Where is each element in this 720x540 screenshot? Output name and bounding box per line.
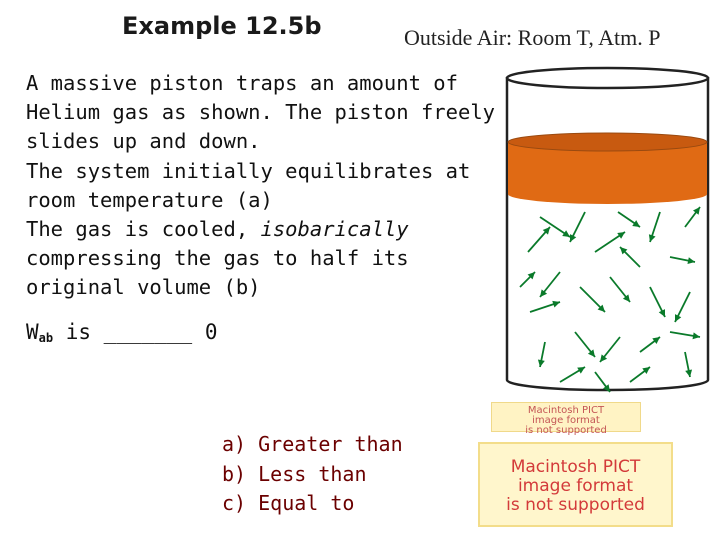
arrow-head	[649, 234, 656, 242]
statement-line: slides up and down.	[26, 129, 261, 154]
pict-line: Macintosh PICT	[527, 405, 605, 416]
arrow-head	[693, 332, 700, 339]
pict-line: image format	[532, 415, 600, 426]
slide-title: Example 12.5b	[122, 12, 322, 40]
work-question	[26, 320, 217, 345]
statement-line: compressing the gas to half its	[26, 246, 409, 271]
statement-line: The system initially equilibrates at	[26, 158, 471, 183]
problem-statement	[26, 69, 496, 303]
pict-line: is not supported	[525, 425, 607, 436]
arrow-head	[538, 359, 545, 367]
arrow-head	[685, 369, 692, 377]
pict-line: image format	[517, 476, 634, 496]
statement-line: Helium gas as shown. The piston freely	[26, 100, 495, 125]
choice-b[interactable]: b) Less than	[222, 461, 367, 486]
arrow-head	[552, 301, 560, 308]
gas-cylinder-icon	[500, 62, 715, 402]
answer-choices	[222, 430, 403, 519]
cylinder-rim	[507, 68, 708, 88]
statement-line: room temperature (a)	[26, 187, 273, 212]
choice-a[interactable]: a) Greater than	[222, 432, 403, 456]
pict-placeholder-large	[478, 442, 673, 527]
outside-air-label: Outside Air: Room T, Atm. P	[404, 25, 661, 50]
statement-line: original volume (b)	[26, 275, 261, 300]
molecule-arrows	[520, 207, 700, 392]
statement-line: A massive piston traps an amount of	[26, 71, 458, 95]
pict-placeholder-small	[491, 402, 641, 436]
isobarically-emphasis: isobarically	[260, 217, 409, 242]
question-text: is _______ 0	[53, 320, 218, 344]
statement-line-cooled	[26, 215, 496, 244]
arrow-head	[687, 257, 695, 264]
choice-c[interactable]: c) Equal to	[222, 491, 355, 515]
statement-text: The gas is cooled,	[26, 217, 261, 242]
work-subscript: ab	[38, 331, 54, 345]
pict-line: is not supported	[506, 495, 645, 515]
piston-top	[508, 133, 707, 151]
pict-line: Macintosh PICT	[510, 457, 641, 477]
work-symbol: W	[26, 320, 39, 344]
